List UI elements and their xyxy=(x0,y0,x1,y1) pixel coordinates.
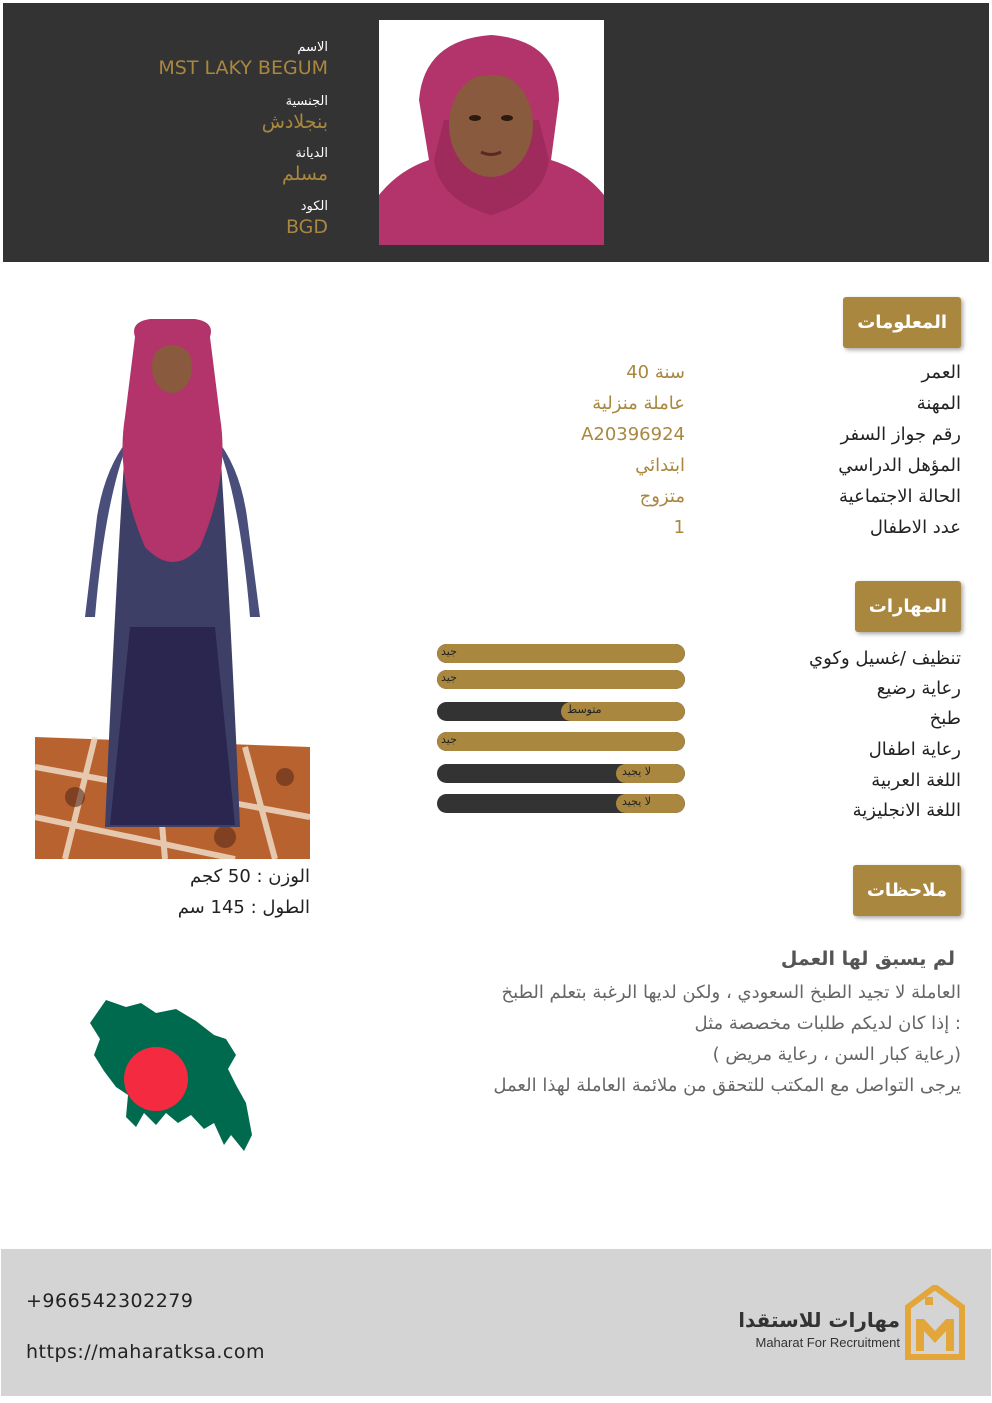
profession-label: المهنة xyxy=(916,393,961,414)
logo-arabic-text: مهارات للاستقدام xyxy=(740,1308,900,1332)
religion-field xyxy=(28,146,328,185)
info-section-title: المعلومات xyxy=(843,297,961,348)
skill-bar-infant-care xyxy=(437,670,685,689)
nationality-field xyxy=(28,94,328,133)
marital-status-value: متزوج xyxy=(639,486,685,507)
skill-label-arabic: اللغة العربية xyxy=(871,770,961,791)
profession-value: عاملة منزلية xyxy=(592,393,685,414)
skill-bar-english xyxy=(437,794,685,813)
skill-level-text: جيد xyxy=(441,645,457,658)
nationality-label: الجنسية xyxy=(285,94,328,109)
note-line-1: العاملة لا تجيد الطبخ السعودي ، ولكن لديها الرغبة بتعلم الطبخ xyxy=(501,982,961,1003)
code-label: الكود xyxy=(300,199,328,214)
company-logo xyxy=(740,1285,970,1360)
skills-section-title: المهارات xyxy=(855,581,961,632)
code-field xyxy=(28,199,328,238)
name-field xyxy=(28,40,328,79)
skill-level-text: لا يجيد xyxy=(622,765,652,778)
religion-value: مسلم xyxy=(281,163,328,185)
portrait-photo xyxy=(379,20,604,245)
skill-label-cleaning: تنظيف /غسيل وكوي xyxy=(809,648,961,669)
name-label: الاسم xyxy=(297,40,328,55)
note-line-2: إذا كان لديكم طلبات مخصصة مثل : xyxy=(694,1013,961,1034)
note-line-4: يرجى التواصل مع المكتب للتحقق من ملائمة العاملة لهذا العمل xyxy=(493,1075,961,1096)
passport-label: رقم جواز السفر xyxy=(840,424,961,445)
age-value: 40 سنة xyxy=(626,362,685,383)
skill-bar-cleaning xyxy=(437,644,685,663)
nationality-value: بنجلادش xyxy=(261,111,328,133)
phone-number[interactable]: +966542302279 xyxy=(26,1290,194,1312)
age-label: العمر xyxy=(921,362,961,383)
note-line-3: ( رعاية كبار السن ، رعاية مريض) xyxy=(712,1044,961,1065)
full-body-photo xyxy=(35,297,310,859)
children-value: 1 xyxy=(673,517,685,538)
skill-label-infant-care: رعاية رضيع xyxy=(876,678,961,699)
passport-value: A20396924 xyxy=(581,424,685,445)
education-value: ابتدائي xyxy=(635,455,685,476)
notes-heading: لم يسبق لها العمل xyxy=(780,948,955,970)
skill-level-text: لا يجيد xyxy=(622,795,652,808)
skill-level-text: جيد xyxy=(441,671,457,684)
skill-bar-fill xyxy=(437,644,685,663)
religion-label: الديانة xyxy=(295,146,328,161)
bangladesh-map-flag-icon xyxy=(86,995,258,1157)
education-label: المؤهل الدراسي xyxy=(838,455,961,476)
weight-text: الوزن : 50 كجم xyxy=(190,866,310,887)
skill-bar-child-care xyxy=(437,732,685,751)
notes-section-title: ملاحظات xyxy=(853,865,961,916)
skill-label-child-care: رعاية اطفال xyxy=(868,739,961,760)
skill-bar-fill xyxy=(437,732,685,751)
code-value: BGD xyxy=(285,216,328,238)
website-link[interactable]: https://maharatksa.com xyxy=(26,1341,266,1363)
height-text: الطول : 145 سم xyxy=(177,897,310,918)
logo-english-text: Maharat For Recruitment xyxy=(755,1335,900,1350)
skill-level-text: جيد xyxy=(441,733,457,746)
skill-label-cooking: طبخ xyxy=(929,708,961,729)
children-label: عدد الاطفال xyxy=(869,517,961,538)
skill-bar-arabic xyxy=(437,764,685,783)
name-value: MST LAKY BEGUM xyxy=(158,57,328,79)
skill-bar-fill xyxy=(437,670,685,689)
skill-level-text: متوسط xyxy=(567,703,602,716)
skill-bar-cooking xyxy=(437,702,685,721)
skill-label-english: اللغة الانجليزية xyxy=(852,800,961,821)
marital-status-label: الحالة الاجتماعية xyxy=(839,486,961,507)
